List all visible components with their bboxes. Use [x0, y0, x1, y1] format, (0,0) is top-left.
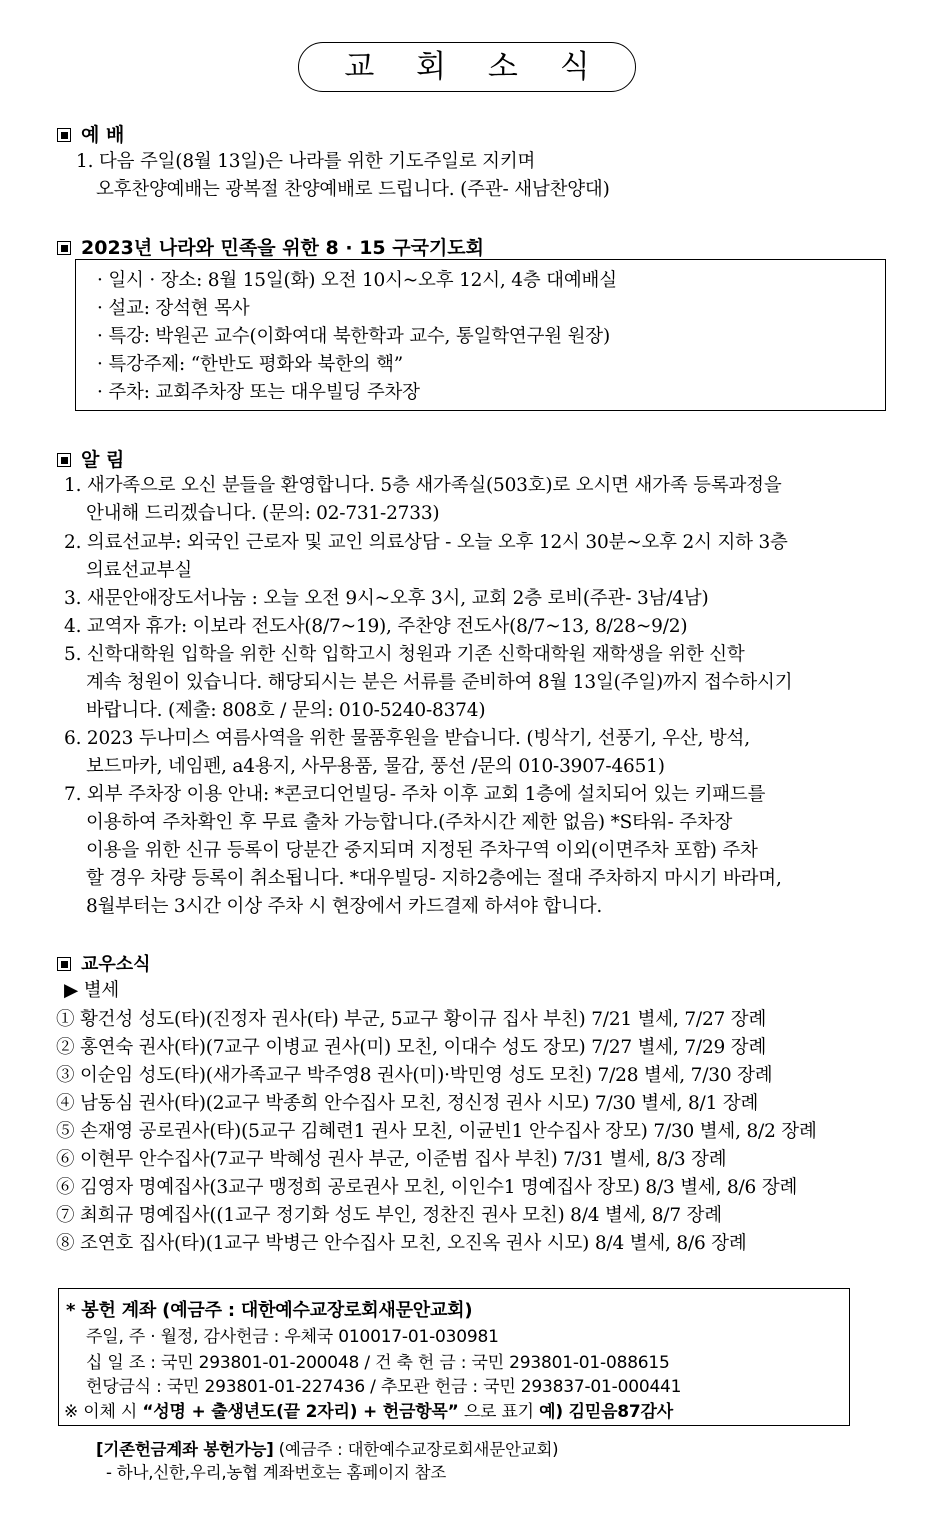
- members-heading: [57, 950, 151, 976]
- square-bullet-icon: [57, 241, 71, 255]
- notice-line: 4. 교역자 휴가: 이보라 전도사(8/7~19), 주찬양 전도사(8/7~13, 8/28~9/2): [64, 616, 688, 637]
- notice-line: 이용하여 주차확인 후 무료 출차 가능합니다.(주차시간 제한 없음) *S타워- 주차장: [86, 812, 733, 833]
- worship-heading: [57, 120, 124, 147]
- notices-heading: [57, 445, 124, 472]
- members-heading-label: 교우소식: [81, 954, 151, 975]
- notice-line: 이용을 위한 신규 등록이 당분간 중지되며 지정된 주차구역 이외(이면주차 포함) 주차: [86, 840, 758, 861]
- offering-note: [64, 1397, 673, 1422]
- prayer-item-sermon: · 설교: 장석현 목사: [97, 298, 250, 319]
- square-bullet-icon: [57, 128, 71, 142]
- obituary-item: ① 황건성 성도(타)(진정자 권사(타) 부군, 5교구 황이규 집사 부친) 7/21 별세, 7/27 장례: [56, 1009, 767, 1030]
- obituary-item: ⑧ 조연호 집사(타)(1교구 박병근 안수집사 모친, 오진옥 권사 시모) 8/4 별세, 8/6 장례: [56, 1233, 747, 1254]
- notice-line: 8월부터는 3시간 이상 주차 시 현장에서 카드결제 하셔야 합니다.: [86, 896, 603, 917]
- legacy-label: [기존헌금계좌 봉헌가능]: [96, 1440, 274, 1459]
- offering-note-format: “성명 + 출생년도(끝 2자리) + 헌금항목”: [142, 1402, 459, 1422]
- worship-item-1-cont: 오후찬양예배는 광복절 찬양예배로 드립니다. (주관- 새남찬양대): [96, 179, 610, 200]
- offering-title: * 봉헌 계좌 (예금주 : 대한예수교장로회새문안교회): [66, 1300, 473, 1321]
- square-bullet-icon: [57, 453, 71, 467]
- notice-line: 2. 의료선교부: 외국인 근로자 및 교인 의료상담 - 오늘 오후 12시 30분~오후 2시 지하 3층: [64, 532, 788, 553]
- obituary-item: ④ 남동심 권사(타)(2교구 박종희 안수집사 모친, 정신정 권사 시모) 7/30 별세, 8/1 장례: [56, 1093, 759, 1114]
- offering-note-prefix: ※ 이체 시: [64, 1402, 143, 1422]
- notice-line: 5. 신학대학원 입학을 위한 신학 입학고시 청원과 기존 신학대학원 재학생을 위한 신학: [64, 644, 745, 665]
- prayer-heading-label: 2023년 나라와 민족을 위한 8 · 15 구국기도회: [81, 237, 485, 259]
- obituary-item: ③ 이순임 성도(타)(새가족교구 박주영8 권사(미)·박민영 성도 모친) 7/28 별세, 7/30 장례: [56, 1065, 773, 1086]
- prayer-item-lecture: · 특강: 박원곤 교수(이화여대 북한학과 교수, 통일학연구원 원장): [97, 326, 610, 347]
- legacy-accounts: [96, 1436, 558, 1460]
- notice-line: 보드마카, 네임펜, a4용지, 사무용품, 물감, 풍선 /문의 010-3907-4651): [86, 756, 665, 777]
- notice-line: 안내해 드리겠습니다. (문의: 02-731-2733): [86, 503, 440, 524]
- notice-line: 1. 새가족으로 오신 분들을 환영합니다. 5층 새가족실(503호)로 오시면 새가족 등록과정을: [64, 475, 782, 496]
- notice-line: 3. 새문안애장도서나눔 : 오늘 오전 9시~오후 3시, 교회 2층 로비(주관- 3남/4남): [64, 588, 709, 609]
- members-subheading: ▶ 별세: [64, 980, 120, 1001]
- obituary-item: ⑥ 김영자 명예집사(3교구 맹정희 공로권사 모친, 이인수1 명예집사 장모) 8/3 별세, 8/6 장례: [56, 1177, 798, 1198]
- square-bullet-icon: [57, 957, 71, 971]
- worship-item-1: 1. 다음 주일(8월 13일)은 나라를 위한 기도주일로 지키며: [76, 151, 536, 172]
- obituary-item: ⑦ 최희규 명예집사((1교구 정기화 성도 부인, 정찬진 권사 모친) 8/4 별세, 8/7 장례: [56, 1205, 722, 1226]
- legacy-holder: (예금주 : 대한예수교장로회새문안교회): [273, 1440, 559, 1459]
- page-title: 교 회 소 식: [298, 42, 636, 92]
- offering-line-1: 주일, 주 · 월정, 감사헌금 : 우체국 010017-01-030981: [86, 1327, 499, 1347]
- prayer-item-parking: · 주차: 교회주차장 또는 대우빌딩 주차장: [97, 382, 420, 403]
- prayer-heading: [57, 233, 484, 260]
- legacy-note: - 하나,신한,우리,농협 계좌번호는 홈페이지 참조: [106, 1463, 447, 1482]
- prayer-item-datetime: · 일시 · 장소: 8월 15일(화) 오전 10시~오후 12시, 4층 대예배실: [97, 270, 617, 291]
- obituary-item: ② 홍연숙 권사(타)(7교구 이병교 권사(미) 모친, 이대수 성도 장모) 7/27 별세, 7/29 장례: [56, 1037, 767, 1058]
- notice-line: 7. 외부 주차장 이용 안내: *콘코디언빌딩- 주차 이후 교회 1층에 설치되어 있는 키패드를: [64, 784, 766, 805]
- notice-line: 의료선교부실: [86, 560, 193, 581]
- offering-line-3: 헌당금식 : 국민 293801-01-227436 / 추모관 헌금 : 국민 293837-01-000441: [86, 1377, 682, 1397]
- offering-line-2: 십 일 조 : 국민 293801-01-200048 / 건 축 헌 금 : 국민 293801-01-088615: [86, 1353, 670, 1373]
- notice-line: 계속 청원이 있습니다. 해당되시는 분은 서류를 준비하여 8월 13일(주일)까지 접수하시기: [86, 672, 793, 693]
- notice-line: 바랍니다. (제출: 808호 / 문의: 010-5240-8374): [86, 700, 486, 721]
- prayer-item-topic: · 특강주제: “한반도 평화와 북한의 핵”: [97, 354, 404, 375]
- notice-line: 6. 2023 두나미스 여름사역을 위한 물품후원을 받습니다. (빙삭기, 선풍기, 우산, 방석,: [64, 728, 750, 749]
- offering-note-mid: 으로 표기: [458, 1402, 540, 1422]
- notices-heading-label: 알 림: [81, 449, 125, 471]
- notice-line: 할 경우 차량 등록이 취소됩니다. *대우빌딩- 지하2층에는 절대 주차하지 마시기 바라며,: [86, 868, 782, 889]
- offering-note-example: 예) 김믿음87감사: [539, 1402, 673, 1422]
- worship-heading-label: 예 배: [81, 124, 125, 146]
- obituary-item: ⑥ 이현무 안수집사(7교구 박혜성 권사 부군, 이준범 집사 부친) 7/31 별세, 8/3 장례: [56, 1149, 727, 1170]
- obituary-item: ⑤ 손재영 공로권사(타)(5교구 김혜련1 권사 모친, 이균빈1 안수집사 장모) 7/30 별세, 8/2 장례: [56, 1121, 817, 1142]
